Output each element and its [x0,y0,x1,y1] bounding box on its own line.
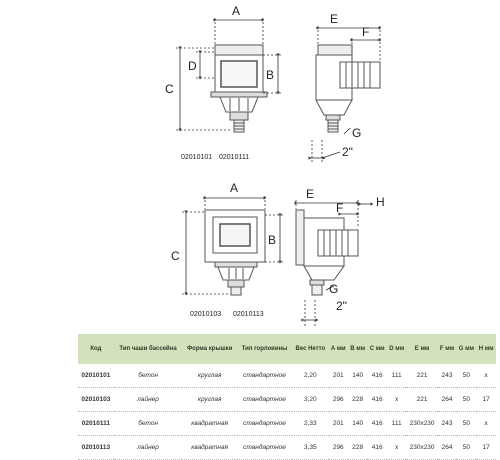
cell-f: 243 [438,364,457,388]
code-label: 02010101 [181,154,213,161]
dim-label-b-bottom: B [268,233,277,247]
dim-label-h-bottom: H [376,195,385,209]
code-label: 02010111 [219,154,250,161]
col-header-h: H мм [476,334,496,364]
front-view-bottom [205,210,265,295]
col-header-f: F мм [438,334,457,364]
dim-label-c-top: C [165,82,174,96]
dim-label-f-top: F [362,25,370,39]
dim-label-g-top: G [352,126,362,140]
cell-d: x [387,388,407,412]
cell-code: 02010101 [78,364,114,388]
cell-e: 230x230 [406,436,437,460]
dim-label-a-top: A [232,4,241,18]
side-view-top [316,45,380,132]
cell-e: 221 [406,388,437,412]
front-view-top [211,45,267,132]
dim-label-thread-top: 2" [342,145,353,159]
col-header-b: B мм [348,334,368,364]
cell-weight: 3,20 [292,388,329,412]
cell-weight: 2,20 [292,364,329,388]
col-header-pool-type: Тип чаши бассейна [114,334,183,364]
dim-label-e-top: E [330,12,339,26]
code-label: 02010113 [233,311,264,318]
cell-f: 264 [438,388,457,412]
table-row [78,412,496,436]
cell-d: x [387,436,407,460]
cell-lid-shape: круглая [182,364,237,388]
cell-lid-shape: квадратная [182,412,237,436]
col-header-e: E мм [406,334,437,364]
col-header-code: Код [78,334,114,364]
dim-label-a-bottom: A [230,181,239,195]
cell-c: 416 [367,388,387,412]
cell-a: 296 [329,388,348,412]
cell-pool-type: лайнер [114,388,183,412]
col-header-g: G мм [456,334,476,364]
cell-mouth-type: стандартное [237,436,292,460]
col-header-d: D мм [387,334,407,364]
dim-label-thread-bottom: 2" [336,299,347,313]
cell-g: 50 [456,364,476,388]
cell-a: 296 [329,436,348,460]
cell-pool-type: бетон [114,364,183,388]
col-header-a: A мм [329,334,348,364]
dim-label-b-top: B [266,68,275,82]
cell-mouth-type: стандартное [237,364,292,388]
cell-a: 201 [329,364,348,388]
cell-lid-shape: квадратная [182,436,237,460]
cell-a: 201 [329,412,348,436]
cell-code: 02010111 [78,412,114,436]
cell-weight: 2,33 [292,412,329,436]
cell-pool-type: бетон [114,412,183,436]
dim-label-d-top: D [188,59,197,73]
col-header-c: C мм [367,334,387,364]
table-row [78,388,496,412]
cell-lid-shape: круглая [182,388,237,412]
cell-e: 230x230 [406,412,437,436]
table-row [78,364,496,388]
table-row [78,436,496,460]
cell-f: 243 [438,412,457,436]
cell-f: 264 [438,436,457,460]
table-header-row [78,334,496,364]
cell-b: 140 [348,412,368,436]
dim-label-e-bottom: E [306,187,315,201]
dim-label-c-bottom: C [171,249,180,263]
cell-weight: 3,35 [292,436,329,460]
cell-e: 221 [406,364,437,388]
cell-b: 228 [348,388,368,412]
col-header-net-weight: Вес Нетто [292,334,329,364]
cell-mouth-type: стандартное [237,412,292,436]
cell-d: 111 [387,412,407,436]
cell-pool-type: лайнер [114,436,183,460]
cell-b: 140 [348,364,368,388]
cell-c: 416 [367,364,387,388]
cell-mouth-type: стандартное [237,388,292,412]
cell-code: 02010113 [78,436,114,460]
cell-c: 416 [367,436,387,460]
cell-d: 111 [387,364,407,388]
col-header-lid-shape: Форма крышки [182,334,237,364]
cell-h: 17 [476,388,496,412]
cell-g: 50 [456,436,476,460]
cell-h: 17 [476,436,496,460]
col-header-mouth-type: Тип горловины [237,334,292,364]
cell-c: 416 [367,412,387,436]
side-view-bottom [296,210,358,295]
cell-g: 50 [456,388,476,412]
code-label: 02010103 [190,311,222,318]
dim-label-g-bottom: G [329,282,339,296]
cell-g: 50 [456,412,476,436]
cell-h: x [476,364,496,388]
specifications-table [78,334,496,460]
cell-b: 228 [348,436,368,460]
cell-h: x [476,412,496,436]
dim-label-f-bottom: F [336,201,344,215]
cell-code: 02010103 [78,388,114,412]
